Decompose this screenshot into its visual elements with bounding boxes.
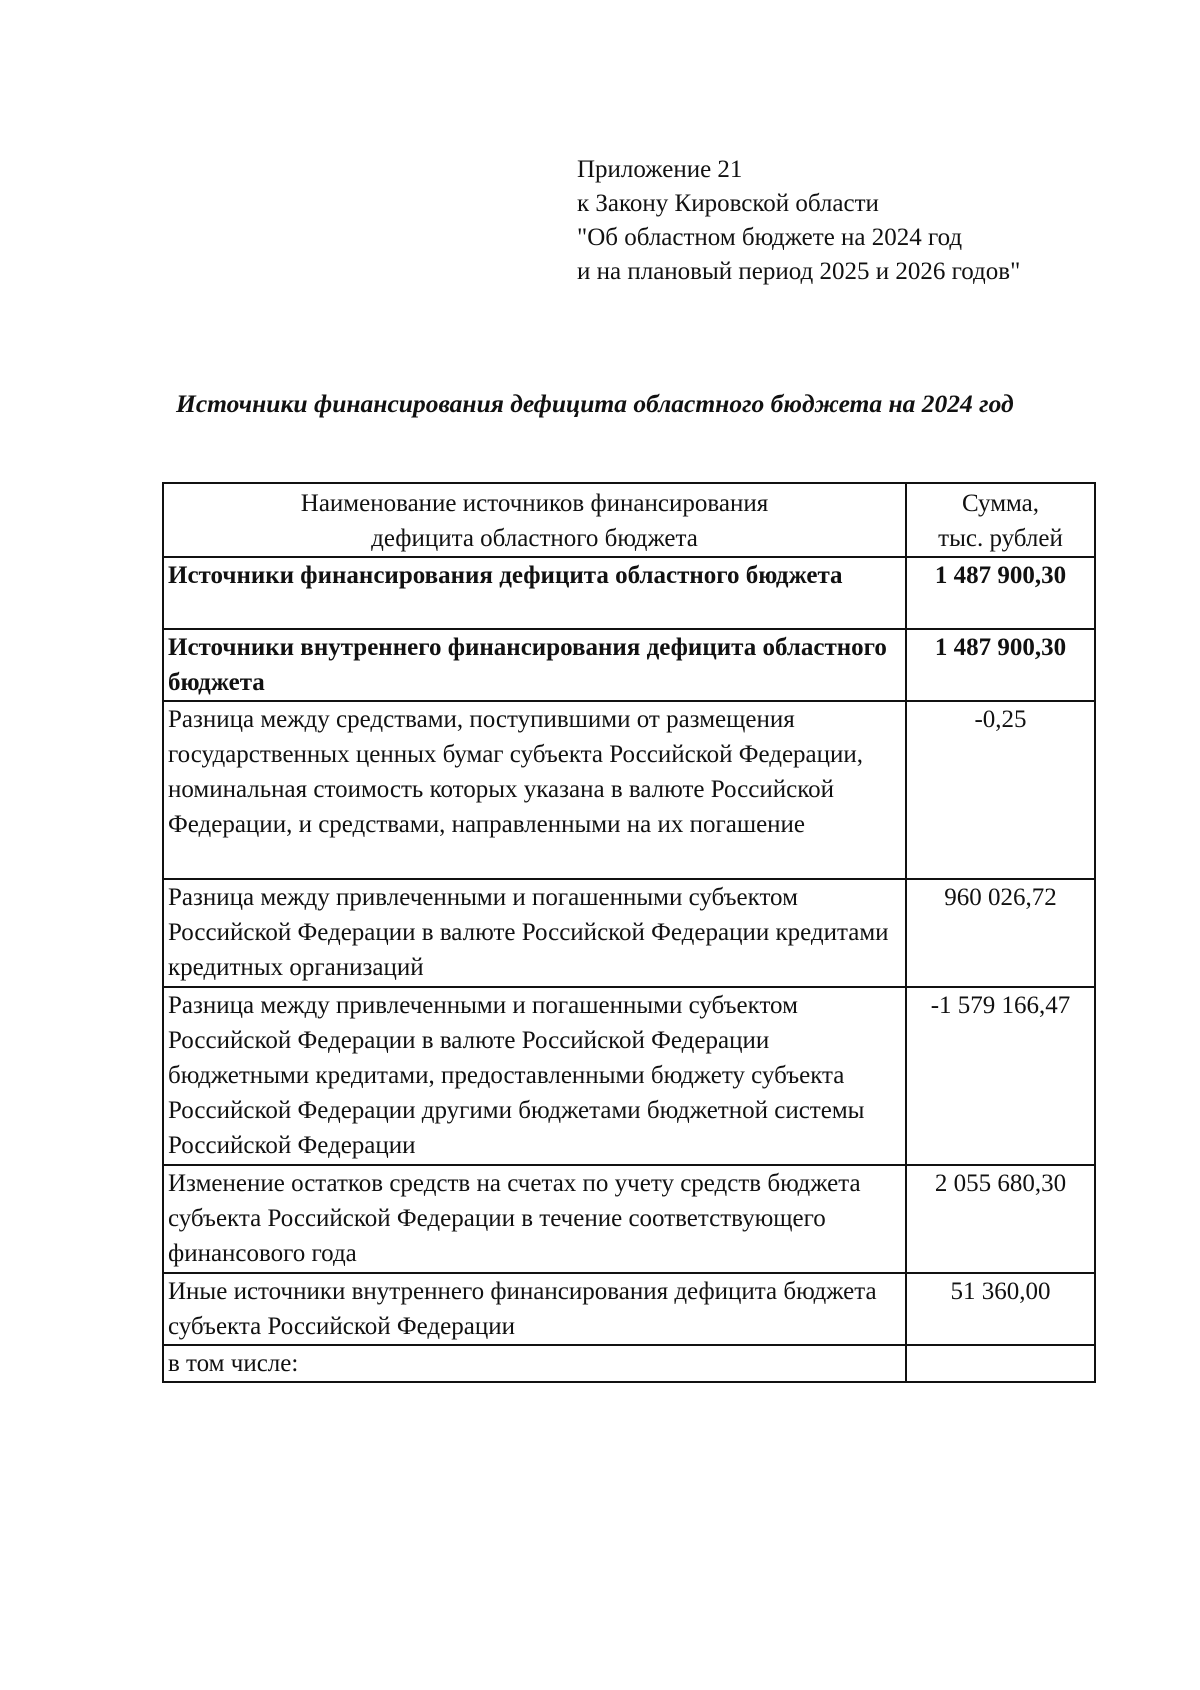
amount-cell: -0,25 <box>906 701 1095 879</box>
deficit-sources-table <box>162 482 1096 1383</box>
source-name-cell: Изменение остатков средств на счетах по учету средств бюджета субъекта Российской Федерации в течение соответствующего финансового года <box>163 1165 906 1273</box>
table-row <box>163 701 1095 879</box>
amount-cell: 1 487 900,30 <box>906 557 1095 629</box>
table-row <box>163 987 1095 1165</box>
amount-cell <box>906 1345 1095 1382</box>
table-row <box>163 1165 1095 1273</box>
amount-cell: 1 487 900,30 <box>906 629 1095 701</box>
column-header-name-line-2: дефицита областного бюджета <box>371 525 698 552</box>
amount-cell: 51 360,00 <box>906 1273 1095 1345</box>
source-name-cell: Источники внутреннего финансирования дефицита областного бюджета <box>163 629 906 701</box>
appendix-law-title-line-1: "Об областном бюджете на 2024 год <box>577 224 963 251</box>
table-row <box>163 1345 1095 1382</box>
amount-cell: 2 055 680,30 <box>906 1165 1095 1273</box>
table-row <box>163 629 1095 701</box>
amount-cell: 960 026,72 <box>906 879 1095 987</box>
source-name-cell: в том числе: <box>163 1345 906 1382</box>
table-row <box>163 1273 1095 1345</box>
table-row <box>163 879 1095 987</box>
column-header-amount <box>906 483 1095 557</box>
source-name-cell: Иные источники внутреннего финансирования дефицита бюджета субъекта Российской Федерации <box>163 1273 906 1345</box>
column-header-name <box>163 483 906 557</box>
table-header-row <box>163 483 1095 557</box>
source-name-cell: Источники финансирования дефицита областного бюджета <box>163 557 906 629</box>
source-name-cell: Разница между привлеченными и погашенными субъектом Российской Федерации в валюте Российской Федерации кредитами кредитных организаций <box>163 879 906 987</box>
appendix-number: Приложение 21 <box>577 156 743 183</box>
source-name-cell: Разница между средствами, поступившими от размещения государственных ценных бумаг субъекта Российской Федерации, номинальная стоимость которых указана в валюте Российской Федерации, и средствами, направленными на их погашение <box>163 701 906 879</box>
document-title: Источники финансирования дефицита областного бюджета на 2024 год <box>176 389 1014 418</box>
amount-cell: -1 579 166,47 <box>906 987 1095 1165</box>
appendix-law-title-line-2: и на плановый период 2025 и 2026 годов" <box>577 258 1021 285</box>
source-name-cell: Разница между привлеченными и погашенными субъектом Российской Федерации в валюте Российской Федерации бюджетными кредитами, предоставленными бюджету субъекта Российской Федерации другими бюджетами бюджетной системы Российской Федерации <box>163 987 906 1165</box>
column-header-amount-line-1: Сумма, <box>961 490 1040 517</box>
column-header-amount-line-2: тыс. рублей <box>938 525 1063 552</box>
column-header-name-line-1: Наименование источников финансирования <box>300 490 769 517</box>
table-row <box>163 557 1095 629</box>
appendix-header <box>577 153 1097 289</box>
appendix-law-reference: к Закону Кировской области <box>577 190 879 217</box>
